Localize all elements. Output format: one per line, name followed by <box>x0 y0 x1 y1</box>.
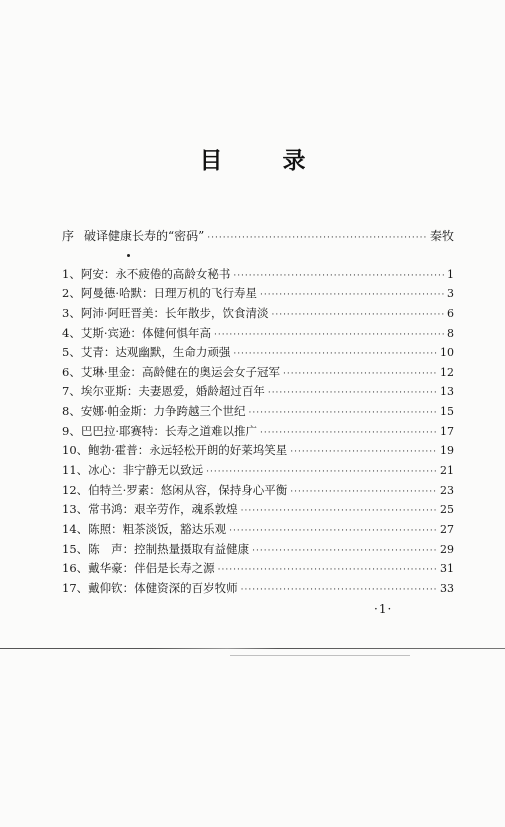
toc-entry-title: 17、戴仰钦：体健资深的百岁牧师 <box>62 580 238 595</box>
dot-leader <box>207 229 427 249</box>
dot-leader <box>268 384 437 404</box>
scan-edge-line-faint <box>230 655 410 656</box>
dot-leader <box>260 286 444 306</box>
toc-entry <box>62 461 454 481</box>
toc-entry <box>62 402 454 422</box>
page-title: 目 录 <box>199 148 332 174</box>
toc-entry-title: 11、冰心：非宁静无以致远 <box>62 463 204 478</box>
dot-leader <box>214 326 444 346</box>
table-of-contents <box>62 227 454 599</box>
toc-entry-title: 8、安娜·帕金斯：力争跨越三个世纪 <box>62 404 246 419</box>
scan-edge-line <box>0 648 505 649</box>
toc-entry <box>62 324 454 344</box>
toc-entry-page: 21 <box>440 464 454 478</box>
toc-entry-title: 6、艾琳·里金：高龄健在的奥运会女子冠军 <box>62 364 280 379</box>
toc-entry <box>62 540 454 560</box>
toc-entry <box>62 481 454 501</box>
dot-leader <box>241 502 437 522</box>
toc-entry-title: 2、阿曼德·哈默：日理万机的飞行寿星 <box>62 286 257 301</box>
toc-entry-title: 14、陈照：粗茶淡饭，豁达乐观 <box>62 521 227 536</box>
toc-entry <box>62 422 454 442</box>
preface-title: 破译健康长寿的“密码” <box>84 229 205 243</box>
toc-entry-page: 25 <box>440 503 454 517</box>
toc-entry-title: 12、伯特兰·罗素：悠闲从容，保持身心平衡 <box>62 482 288 497</box>
toc-entry-title: 4、艾斯·宾逊：体健何惧年高 <box>62 325 211 340</box>
toc-entry-page: 31 <box>440 562 454 576</box>
toc-entry <box>62 559 454 579</box>
toc-entry-title: 5、艾青：达观幽默，生命力顽强 <box>62 345 231 360</box>
preface-prefix: 序 <box>62 229 75 243</box>
toc-entry-page: 19 <box>440 444 454 458</box>
toc-entry <box>62 520 454 540</box>
toc-entry-title: 1、阿安：永不疲倦的高龄女秘书 <box>62 266 231 281</box>
toc-entry-page: 23 <box>440 483 454 497</box>
toc-preface <box>62 227 454 247</box>
toc-entry-title: 9、巴巴拉·耶赛特：长寿之道难以推广 <box>62 423 257 438</box>
toc-entry-page: 1 <box>447 267 454 281</box>
toc-entry-page: 17 <box>440 424 454 438</box>
dot-leader <box>271 306 444 326</box>
dot-leader <box>241 581 437 601</box>
toc-entry-page: 13 <box>440 385 454 399</box>
toc-entry-title: 10、鲍勃·霍普：永远轻松开朗的好莱坞笑星 <box>62 443 288 458</box>
dot-leader <box>252 542 437 562</box>
toc-entry-page: 33 <box>440 581 454 595</box>
toc-entry-page: 6 <box>447 306 454 320</box>
dot-leader <box>229 522 437 542</box>
toc-entry-title: 3、阿沛·阿旺晋美：长年散步，饮食清淡 <box>62 305 269 320</box>
dot-leader <box>233 267 444 287</box>
toc-entry-page: 12 <box>440 365 454 379</box>
toc-entry <box>62 304 454 324</box>
toc-entry <box>62 382 454 402</box>
toc-entry-title: 16、戴华豪：伴侣是长寿之源 <box>62 561 215 576</box>
toc-entry-title: 7、埃尔亚斯：夫妻恩爱，婚龄超过百年 <box>62 384 265 399</box>
dot-leader <box>290 443 437 463</box>
toc-entries <box>62 265 454 599</box>
dot-leader <box>283 365 437 385</box>
toc-entry-title: 15、陈 声：控制热量摄取有益健康 <box>62 541 250 556</box>
print-speck <box>127 254 130 257</box>
toc-entry-page: 15 <box>440 405 454 419</box>
toc-entry-page: 10 <box>440 346 454 360</box>
toc-entry <box>62 579 454 599</box>
toc-entry-page: 3 <box>447 287 454 301</box>
preface-entry <box>62 227 204 247</box>
toc-entry <box>62 284 454 304</box>
toc-entry-page: 27 <box>440 522 454 536</box>
toc-entry-page: 8 <box>447 326 454 340</box>
dot-leader <box>248 404 437 424</box>
dot-leader <box>290 483 437 503</box>
toc-entry <box>62 343 454 363</box>
toc-entry-title: 13、常书鸿：艰辛劳作，魂系敦煌 <box>62 502 238 517</box>
toc-entry-page: 29 <box>440 542 454 556</box>
toc-entry <box>62 441 454 461</box>
toc-entry <box>62 363 454 383</box>
toc-entry <box>62 500 454 520</box>
toc-entry <box>62 265 454 285</box>
dot-leader <box>218 561 437 581</box>
preface-author: 秦牧 <box>429 229 454 243</box>
page-number: ·1· <box>374 602 393 616</box>
